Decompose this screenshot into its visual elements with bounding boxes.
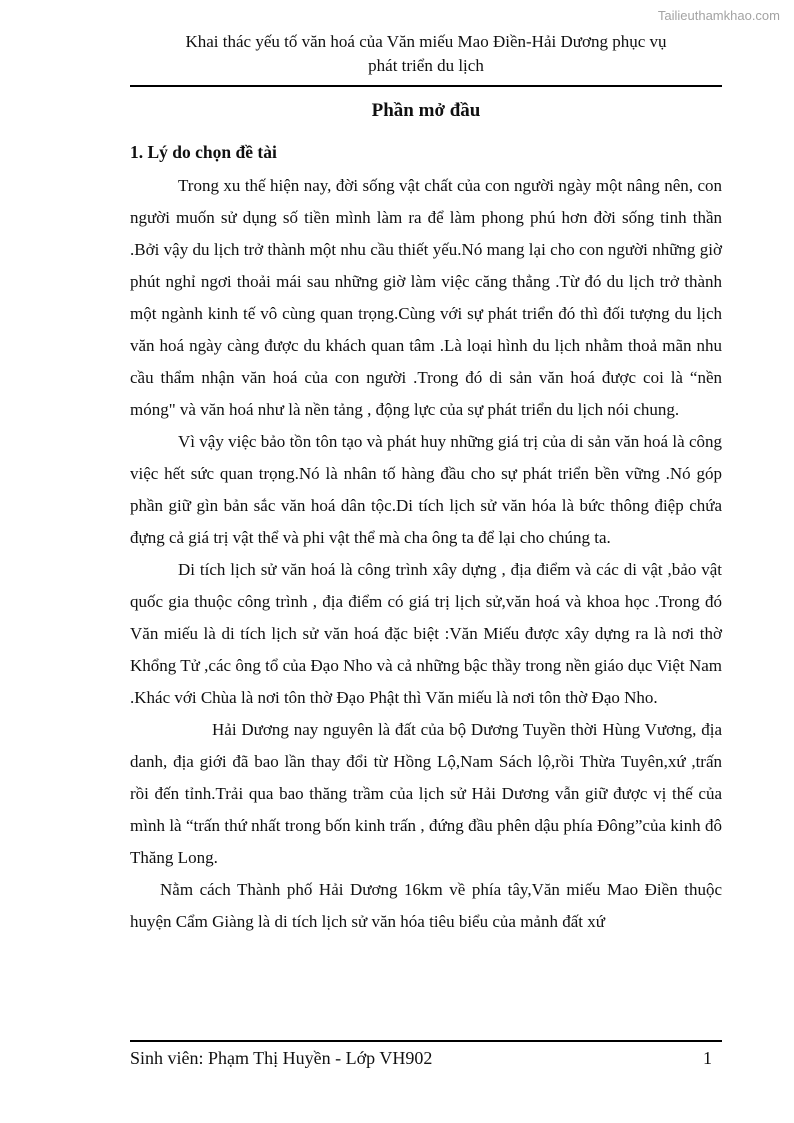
footer-author: Sinh viên: Phạm Thị Huyền - Lớp VH902 [130,1048,433,1068]
page-title: Phần mở đầu [371,100,481,121]
paragraph-5: Nằm cách Thành phố Hải Dương 16km về phía tây,Văn miếu Mao Điền thuộc huyện Cẩm Giàng là di tích lịch sử văn hóa tiêu biểu của mảnh đất xứ [130,880,722,931]
header-title-line2: phát triển du lịch [368,56,484,75]
document-header [130,30,722,87]
paragraph-1: Trong xu thế hiện nay, đời sống vật chất của con người ngày một nâng nên, con người muốn sử dụng số tiền mình làm ra để làm phong phú hơn đời sống tinh thần .Bởi vậy du lịch trở thành một nhu cầu thiết yếu.Nó mang lại cho con người những giờ phút nghỉ ngơi thoải mái sau những giờ làm việc căng thẳng .Từ đó du lịch trở thành một ngành kinh tế vô cùng quan trọng.Cùng với sự phát triển đó thì đối tượng du lịch văn hoá ngày càng được du khách quan tâm .Là loại hình du lịch nhằm thoả mãn nhu cầu thẩm nhận văn hoá của con người .Trong đó di sản văn hoá được coi là “nền móng" và văn hoá như là nền tảng , động lực của sự phát triển du lịch nói chung. [130,176,722,419]
watermark: Tailieuthamkhao.com [657,8,780,23]
document-footer [130,1040,722,1069]
header-title-line1: Khai thác yếu tố văn hoá của Văn miếu Mao Điền-Hải Dương phục vụ [185,32,667,51]
section-heading: 1. Lý do chọn đề tài [130,142,277,162]
paragraph-4: Hải Dương nay nguyên là đất của bộ Dương Tuyền thời Hùng Vương, địa danh, địa giới đã bao lần thay đổi từ Hồng Lộ,Nam Sách lộ,rồi Thừa Tuyên,xứ ,trấn rồi đến tỉnh.Trải qua bao thăng trầm của lịch sử Hải Dương vẫn giữ được vị thế của mình là “trấn thứ nhất trong bốn kinh trấn , đứng đầu phên dậu phía Đông”của kinh đô Thăng Long. [130,720,722,867]
paragraph-3: Di tích lịch sử văn hoá là công trình xây dựng , địa điểm và các di vật ,bảo vật quốc gia thuộc công trình , địa điểm có giá trị lịch sử,văn hoá và khoa học .Trong đó Văn miếu là di tích lịch sử văn hoá đặc biệt :Văn Miếu được xây dựng ra là nơi thờ Khổng Tử ,các ông tổ của Đạo Nho và cả những bậc thầy trong nền giáo dục Việt Nam .Khác với Chùa là nơi tôn thờ Đạo Phật thì Văn miếu là nơi tôn thờ Đạo Nho. [130,560,722,707]
page-number: 1 [703,1048,712,1068]
document-content [130,30,722,938]
paragraph-2: Vì vậy việc bảo tồn tôn tạo và phát huy những giá trị của di sản văn hoá là công việc hết sức quan trọng.Nó là nhân tố hàng đầu cho sự phát triển bền vững .Nó góp phần giữ gìn bản sắc văn hoá dân tộc.Di tích lịch sử văn hóa là bức thông điệp chứa đựng cả giá trị vật thể và phi vật thể mà cha ông ta để lại cho chúng ta. [130,432,722,547]
